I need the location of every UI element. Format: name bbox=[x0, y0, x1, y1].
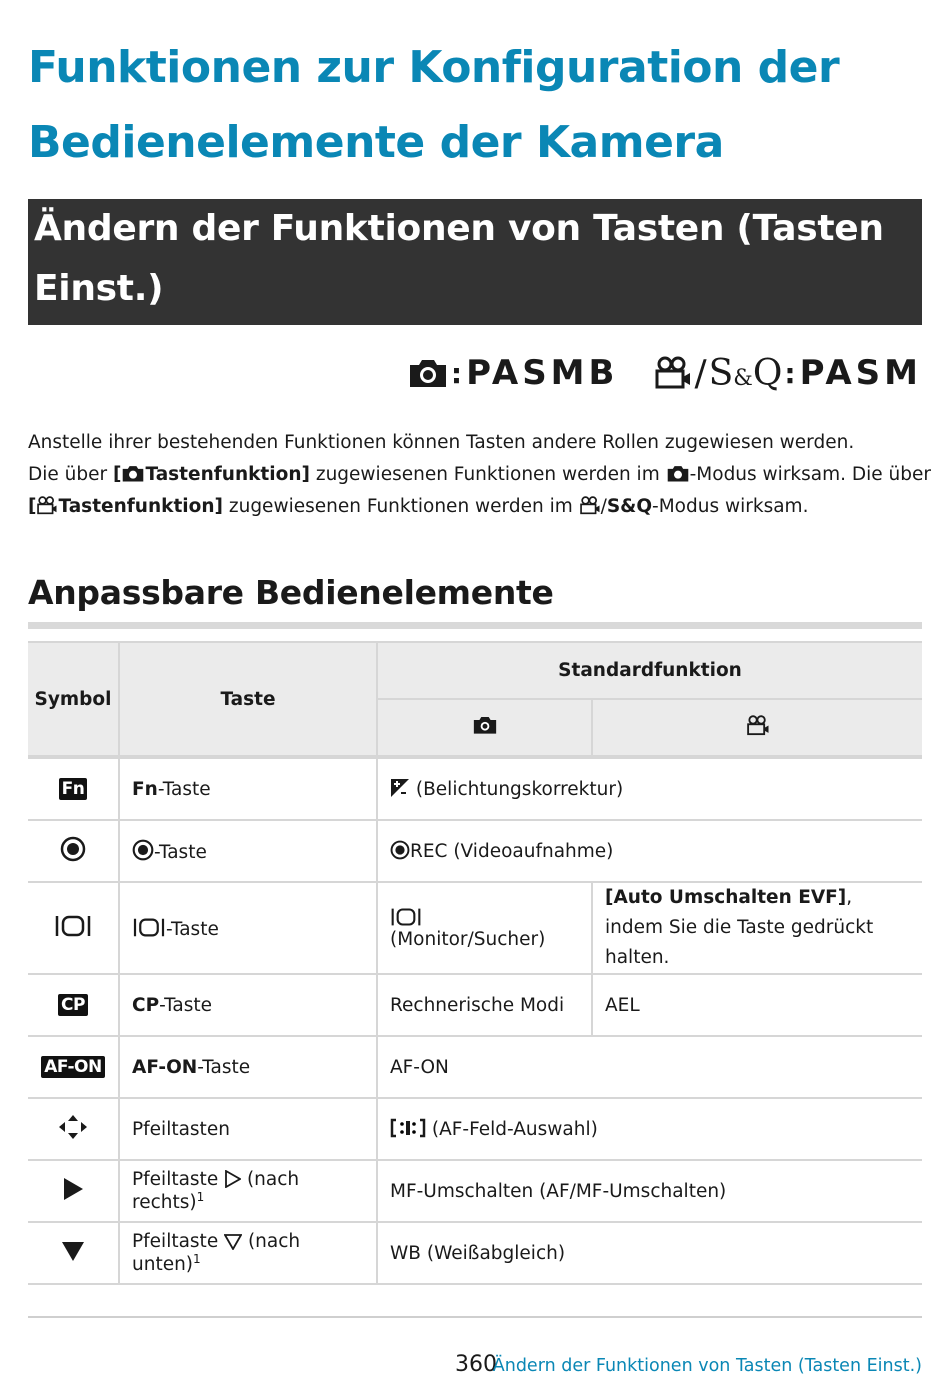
table-row: -Taste REC (Videoaufnahme) bbox=[28, 820, 922, 882]
table-row: AF-ON AF-ON-Taste AF-ON bbox=[28, 1036, 922, 1098]
subheading: Anpassbare Bedienelemente bbox=[28, 573, 554, 612]
right-arrow-outline-icon bbox=[224, 1170, 241, 1188]
table-row: -Taste (Monitor/Sucher) [Auto Umschalten EVF], indem Sie die Taste gedrückt halten. bbox=[28, 882, 922, 974]
table-row: Pfeiltasten (AF-Feld-Auswahl) bbox=[28, 1098, 922, 1160]
page-title-line2: Bedienelemente der Kamera bbox=[28, 117, 724, 168]
photo-modes: PASMB bbox=[466, 353, 619, 393]
section-heading-line2: Einst.) bbox=[34, 268, 164, 309]
table-row: CP CP-Taste Rechnerische Modi AEL bbox=[28, 974, 922, 1036]
col-header-symbol: Symbol bbox=[28, 642, 119, 757]
slow-quick-mode: S&Q bbox=[708, 352, 783, 394]
footer-rule bbox=[28, 1316, 922, 1318]
movie-camera-icon bbox=[579, 496, 601, 515]
section-heading-line1: Ändern der Funktionen von Tasten (Tasten bbox=[34, 208, 884, 249]
col-header-movie bbox=[592, 699, 922, 757]
section-heading bbox=[34, 199, 916, 319]
table-row: Pfeiltaste (nach unten)$^1$ WB (Weißabgleich) bbox=[28, 1222, 922, 1284]
page-title bbox=[28, 30, 928, 180]
record-button-icon bbox=[60, 836, 86, 862]
col-header-photo bbox=[377, 699, 592, 757]
controls-table bbox=[28, 641, 922, 1285]
camera-icon bbox=[407, 357, 449, 389]
af-on-button-icon: AF-ON bbox=[41, 1056, 104, 1078]
page-number: 360 bbox=[455, 1352, 497, 1377]
intro-line2: Die über [ Tastenfunktion] zugewiesenen Funktionen werden im -Modus wirksam. Die über bbox=[28, 464, 932, 485]
footer-title-link[interactable]: Ändern der Funktionen von Tasten (Tasten Einst.) bbox=[492, 1356, 922, 1376]
monitor-evf-icon bbox=[54, 914, 92, 938]
down-arrow-icon bbox=[61, 1240, 85, 1262]
table-row: Fn Fn-Taste (Belichtungskorrektur) bbox=[28, 757, 922, 820]
movie-modes: PASM bbox=[799, 353, 922, 393]
record-button-icon bbox=[132, 839, 154, 861]
subheading-rule bbox=[28, 622, 922, 629]
intro-line1: Anstelle ihrer bestehenden Funktionen können Tasten andere Rollen zugewiesen werden. bbox=[28, 432, 855, 453]
exposure-compensation-icon bbox=[390, 778, 410, 798]
cp-button-icon: CP bbox=[58, 994, 88, 1016]
monitor-evf-icon bbox=[390, 907, 422, 927]
camera-icon bbox=[121, 464, 145, 483]
page-title-line1: Funktionen zur Konfiguration der bbox=[28, 42, 840, 93]
right-arrow-icon bbox=[62, 1177, 84, 1201]
movie-camera-icon bbox=[654, 356, 692, 390]
camera-icon bbox=[666, 464, 690, 483]
fn-button-icon: Fn bbox=[59, 778, 88, 800]
intro-text bbox=[28, 427, 932, 523]
table-row: Pfeiltaste (nach rechts)$^1$ MF-Umschalten (AF/MF-Umschalten) bbox=[28, 1160, 922, 1222]
down-arrow-outline-icon bbox=[224, 1233, 242, 1250]
section-heading-bar bbox=[28, 199, 922, 325]
col-header-default: Standardfunktion bbox=[377, 642, 922, 699]
applicable-modes: : PASMB / S&Q : PASM bbox=[407, 350, 922, 396]
monitor-evf-icon bbox=[132, 917, 166, 938]
af-target-icon bbox=[390, 1118, 426, 1138]
record-button-icon bbox=[390, 840, 410, 860]
movie-camera-icon bbox=[746, 715, 770, 736]
camera-icon bbox=[472, 715, 498, 735]
arrow-pad-icon bbox=[58, 1114, 88, 1140]
page-footer bbox=[28, 1352, 922, 1382]
intro-line3: [ Tastenfunktion] zugewiesenen Funktionen werden im /S&Q-Modus wirksam. bbox=[28, 496, 809, 517]
movie-camera-icon bbox=[36, 496, 58, 515]
col-header-taste: Taste bbox=[119, 642, 377, 757]
